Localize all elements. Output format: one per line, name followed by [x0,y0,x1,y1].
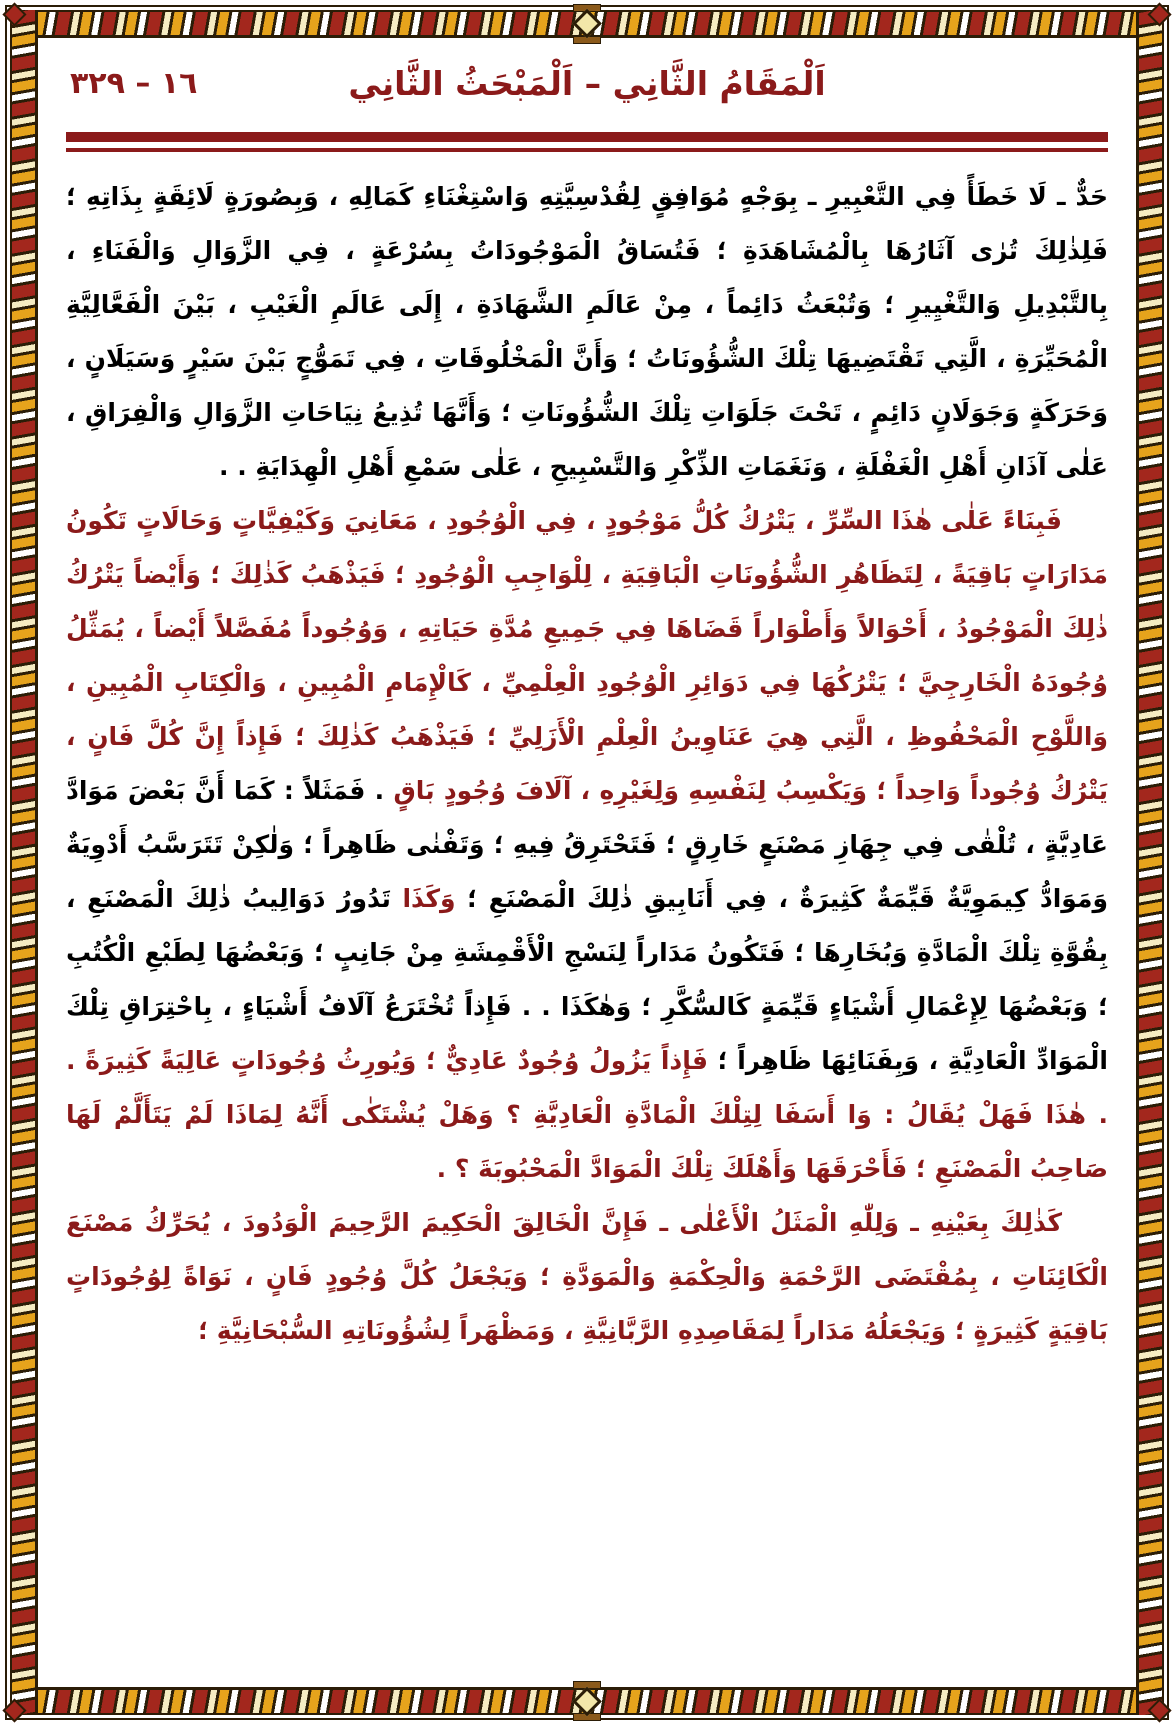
frame-center-tab [573,4,601,12]
frame-center-tab [573,36,601,44]
page-title: اَلْمَقَامُ الثَّانِي – اَلْمَبْحَثُ الثَّانِي [348,64,826,103]
frame-right-band [1136,10,1164,1715]
text-segment: كَذٰلِكَ بِعَيْنِهِ ـ وَلِلّٰهِ الْمَثَلُ الْأَعْلٰى ـ فَإِنَّ الْخَالِقَ الْحَكِيمَ الرَّحِيمَ الْوَدُودَ ، يُحَرِّكُ مَصْنَعَ الْكَائِنَاتِ ، بِمُقْتَضَى الرَّحْمَةِ وَالْحِكْمَةِ وَالْمَوَدَّةِ ؛ وَيَجْعَلُ كُلَّ وُجُودٍ فَانٍ ، نَوَاةً لِوُجُودَاتٍ بَاقِيَةٍ كَثِيرَةٍ ؛ وَيَجْعَلُهُ مَدَاراً لِمَقَاصِدِهِ الرَّبَّانِيَّةِ ، وَمَظْهَراً لِشُؤُونَاتِهِ السُّبْحَانِيَّةِ ؛ [66,1208,1108,1345]
text-segment: . فَمَثَلاً : كَمَا أَنَّ بَعْضَ مَوَادَّ عَادِيَّةٍ ، تُلْقٰى فِي جِهَازِ مَصْنَعٍ خَارِقٍ ؛ فَتَحْتَرِقُ فِيهِ ؛ وَتَفْنٰى ظَاهِراً ؛ وَلٰكِنْ تَتَرَسَّبُ أَدْوِيَةٌ وَمَوَادُّ كِيمَوِيَّةٌ قَيِّمَةٌ كَثِيرَةٌ ، فِي أَنَابِيقِ ذٰلِكَ الْمَصْنَعِ ؛ [66,776,1108,913]
paragraph [66,170,1108,494]
frame-top-band [10,10,1164,38]
frame-bottom-band [10,1687,1164,1715]
frame-corner-ornament [2,1698,26,1722]
frame-top-medallion [572,9,602,39]
text-segment: تَدُورُ دَوَالِيبُ ذٰلِكَ الْمَصْنَعِ ، بِقُوَّةِ تِلْكَ الْمَادَّةِ وَبُخَارِهَا ؛ فَتَكُونُ مَدَاراً لِنَسْجِ الْأَقْمِشَةِ مِنْ جَانِبٍ ؛ وَبَعْضُهَا لِطَبْعِ الْكُتُبِ ؛ وَبَعْضُهَا لِإِعْمَالِ أَشْيَاءٍ قَيِّمَةٍ كَالسُّكَّرِ ؛ وَهٰكَذَا . . فَإِذاً تُخْتَرَعُ آلَافُ أَشْيَاءٍ ، بِاحْتِرَاقِ تِلْكَ الْمَوَادِّ الْعَادِيَّةِ ، وَبِفَنَائِهَا ظَاهِراً ؛ [66,884,1108,1075]
frame-corner-ornament [1147,1698,1171,1722]
text-segment: وَكَذَا [390,884,456,913]
frame-corner-ornament [1147,2,1171,26]
body-text [66,170,1108,1358]
paragraph [66,494,1108,1196]
text-segment: فَإِذاً يَزُولُ وُجُودٌ عَادِيٌّ ؛ وَيُورِثُ وُجُودَاتٍ عَالِيَةً كَثِيرَةً . . هٰذَا فَهَلْ يُقَالُ : وَا أَسَفَا لِتِلْكَ الْمَادَّةِ الْعَادِيَّةِ ؟ وَهَلْ يُشْتَكٰى أَنَّهُ لِمَاذَا لَمْ يَتَأَلَّمْ لَهَا صَاحِبُ الْمَصْنَعِ ؛ فَأَحْرَقَهَا وَأَهْلَكَ تِلْكَ الْمَوَادَّ الْمَحْبُوبَةَ ؟ . [66,1046,1108,1183]
frame-corner-ornament [2,2,26,26]
header-rule [66,132,1108,152]
page-header [66,64,1108,126]
page-content [66,52,1108,1673]
frame-left-band [10,10,38,1715]
frame-center-tab [573,1713,601,1721]
frame-center-tab [573,1681,601,1689]
text-segment: حَدٌّ ـ لَا خَطَأً فِي التَّعْبِيرِ ـ بِوَجْهٍ مُوَافِقٍ لِقُدْسِيَّتِهِ وَاسْتِغْنَاءِ كَمَالِهِ ، وَبِصُورَةٍ لَائِقَةٍ بِذَاتِهِ ؛ فَلِذٰلِكَ تُرٰى آثَارُهَا بِالْمُشَاهَدَةِ ؛ فَتُسَاقُ الْمَوْجُودَاتُ بِسُرْعَةٍ ، فِي الزَّوَالِ وَالْفَنَاءِ ، بِالتَّبْدِيلِ وَالتَّغْيِيرِ ؛ وَتُبْعَثُ دَائِماً ، مِنْ عَالَمِ الشَّهَادَةِ ، إِلَى عَالَمِ الْغَيْبِ ، بَيْنَ الْفَعَّالِيَّةِ الْمُحَيِّرَةِ ، الَّتِي تَقْتَضِيهَا تِلْكَ الشُّؤُونَاتُ ؛ وَأَنَّ الْمَخْلُوقَاتِ ، فِي تَمَوُّجٍ بَيْنَ سَيْرٍ وَسَيَلَانٍ ، وَحَرَكَةٍ وَجَوَلَانٍ دَائِمٍ ، تَحْتَ جَلَوَاتِ تِلْكَ الشُّؤُونَاتِ ؛ وَأَنَّهَا تُذِيعُ نِيَاحَاتِ الزَّوَالِ وَالْفِرَاقِ ، عَلٰى آذَانِ أَهْلِ الْغَفْلَةِ ، وَنَغَمَاتِ الذِّكْرِ وَالتَّسْبِيحِ ، عَلٰى سَمْعِ أَهْلِ الْهِدَايَةِ . . [66,182,1108,481]
frame-bottom-medallion [572,1687,602,1717]
text-segment: فَبِنَاءً عَلٰى هٰذَا السِّرِّ ، يَتْرُكُ كُلُّ مَوْجُودٍ ، فِي الْوُجُودِ ، مَعَانِيَ وَكَيْفِيَّاتٍ وَحَالَاتٍ تَكُونُ مَدَارَاتٍ بَاقِيَةً ، لِتَظَاهُرِ الشُّؤُونَاتِ الْبَاقِيَةِ ، لِلْوَاجِبِ الْوُجُودِ ؛ فَيَذْهَبُ كَذٰلِكَ ؛ وَأَيْضاً يَتْرُكُ ذٰلِكَ الْمَوْجُودُ ، أَحْوَالاً وَأَطْوَاراً قَضَاهَا فِي جَمِيعِ مُدَّةِ حَيَاتِهِ ، وَوُجُوداً مُفَصَّلاً أَيْضاً ، يُمَثِّلُ وُجُودَهُ الْخَارِجِيَّ ؛ يَتْرُكُهَا فِي دَوَائِرِ الْوُجُودِ الْعِلْمِيِّ ، كَالْإِمَامِ الْمُبِينِ ، وَالْكِتَابِ الْمُبِينِ ، وَاللَّوْحِ الْمَحْفُوظِ ، الَّتِي هِيَ عَنَاوِينُ الْعِلْمِ الْأَزَلِيِّ ؛ فَيَذْهَبُ كَذٰلِكَ ؛ فَإِذاً إِنَّ كُلَّ فَانٍ ، يَتْرُكُ وُجُوداً وَاحِداً ؛ وَيَكْسِبُ لِنَفْسِهِ وَلِغَيْرِهِ ، آلَافَ وُجُودٍ بَاقٍ [66,506,1108,805]
paragraph [66,1196,1108,1358]
page-number: ١٦ – ٣٢٩ [70,66,198,101]
